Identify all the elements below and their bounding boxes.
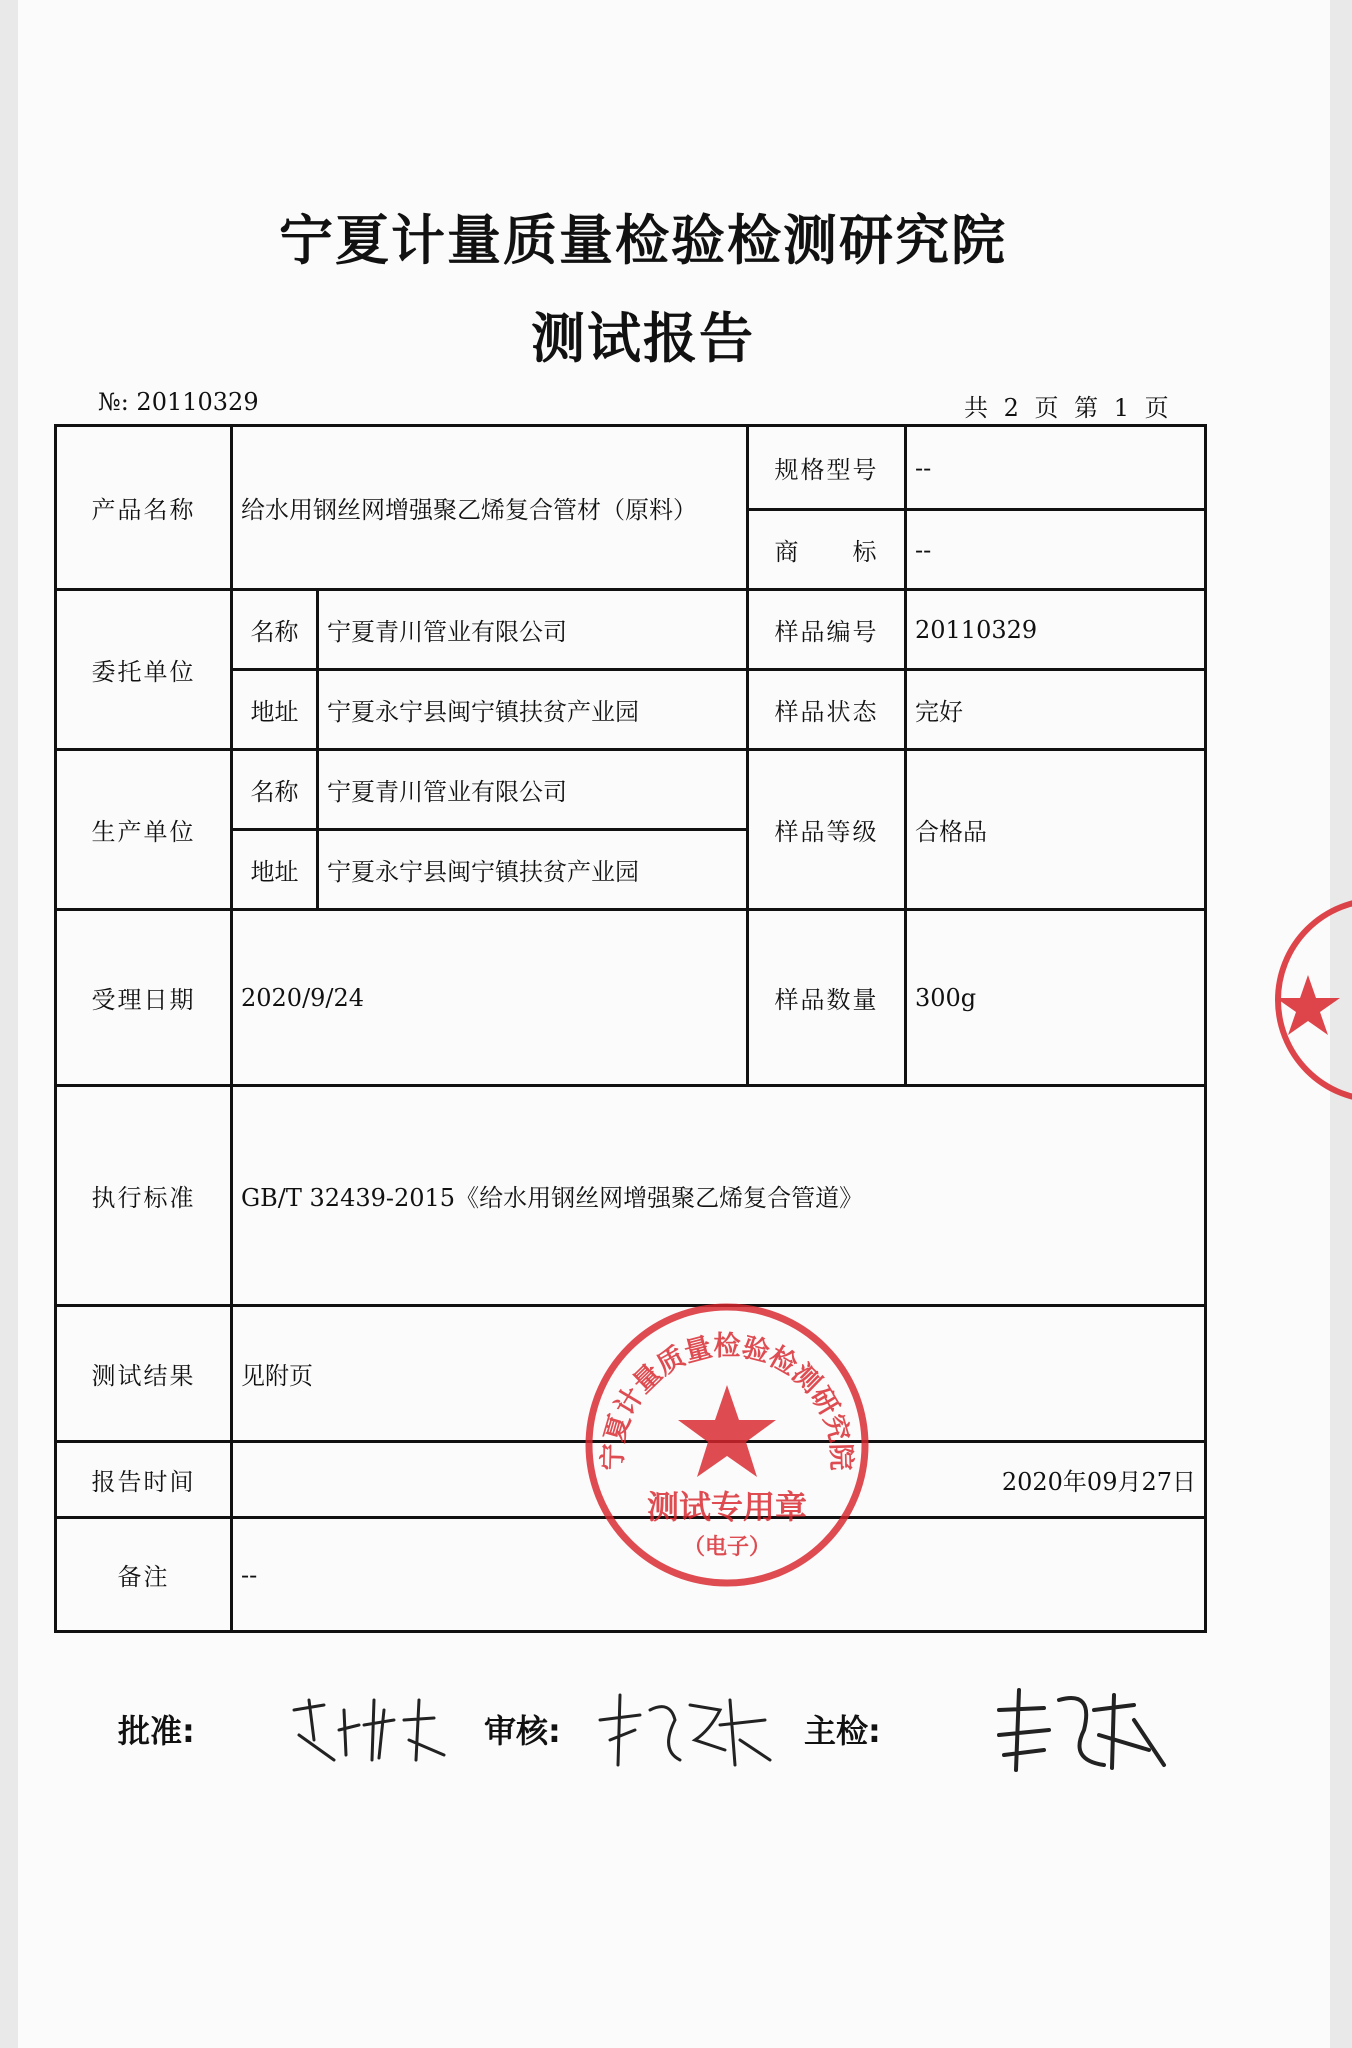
partial-seal-star-icon — [1276, 975, 1340, 1035]
approve-label: 批准: — [118, 1712, 195, 1750]
trademark-label: 商 标 — [748, 510, 906, 590]
spec-label: 规格型号 — [748, 426, 906, 510]
official-seal — [582, 1300, 872, 1590]
product-name-value: 给水用钢丝网增强聚乙烯复合管材（原料） — [232, 426, 748, 590]
inspect-label: 主检: — [804, 1712, 881, 1750]
client-name-value: 宁夏青川管业有限公司 — [318, 590, 748, 670]
page-count: 共 2 页 第 1 页 — [964, 394, 1173, 422]
sample-grade-label: 样品等级 — [748, 750, 906, 910]
client-address-label: 地址 — [232, 670, 318, 750]
seal-sub: （电子） — [682, 1535, 772, 1560]
partial-seal — [1268, 880, 1352, 1120]
sample-grade-value: 合格品 — [906, 750, 1206, 910]
sample-no-label: 样品编号 — [748, 590, 906, 670]
seal-ring-text: 宁夏计量质量检验检测研究院 — [597, 1331, 857, 1471]
remark-value: -- — [232, 1518, 1206, 1632]
accept-date-label: 受理日期 — [56, 910, 232, 1086]
product-name-label: 产品名称 — [56, 426, 232, 590]
sample-qty-value: 300g — [906, 910, 1206, 1086]
producer-label: 生产单位 — [56, 750, 232, 910]
producer-name-label: 名称 — [232, 750, 318, 830]
client-label: 委托单位 — [56, 590, 232, 750]
document-title: 测试报告 — [531, 307, 755, 370]
seal-purpose: 测试专用章 — [646, 1488, 808, 1526]
trademark-value: -- — [906, 510, 1206, 590]
spec-value: -- — [906, 426, 1206, 510]
report-number: №: 20110329 — [98, 388, 259, 416]
review-label: 审核: — [484, 1712, 561, 1750]
report-time-value: 2020年09月27日 — [232, 1442, 1206, 1518]
sample-state-value: 完好 — [906, 670, 1206, 750]
remark-label: 备注 — [56, 1518, 232, 1632]
approve-signature — [284, 1680, 484, 1770]
producer-name-value: 宁夏青川管业有限公司 — [318, 750, 748, 830]
report-page — [18, 0, 1330, 2048]
seal-star-icon — [678, 1385, 776, 1477]
institute-title: 宁夏计量质量检验检测研究院 — [279, 209, 1007, 272]
standard-value: GB/T 32439-2015《给水用钢丝网增强聚乙烯复合管道》 — [232, 1086, 1206, 1306]
accept-date-value: 2020/9/24 — [232, 910, 748, 1086]
inspect-signature — [984, 1680, 1184, 1780]
producer-address-value: 宁夏永宁县闽宁镇扶贫产业园 — [318, 830, 748, 910]
producer-address-label: 地址 — [232, 830, 318, 910]
sample-state-label: 样品状态 — [748, 670, 906, 750]
client-address-value: 宁夏永宁县闽宁镇扶贫产业园 — [318, 670, 748, 750]
client-name-label: 名称 — [232, 590, 318, 670]
sample-qty-label: 样品数量 — [748, 910, 906, 1086]
result-value: 见附页 — [232, 1306, 1206, 1442]
review-signature — [590, 1680, 780, 1780]
sample-no-value: 20110329 — [906, 590, 1206, 670]
report-time-label: 报告时间 — [56, 1442, 232, 1518]
result-label: 测试结果 — [56, 1306, 232, 1442]
standard-label: 执行标准 — [56, 1086, 232, 1306]
